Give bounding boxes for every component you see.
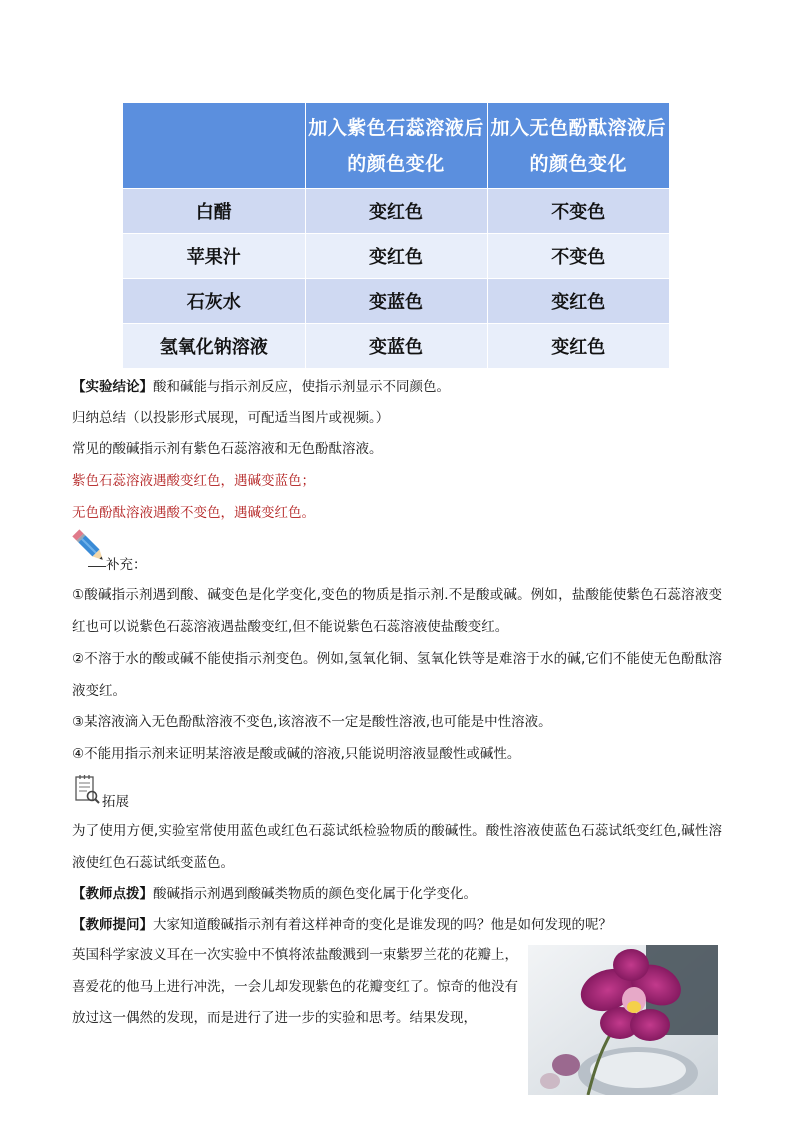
extension-label: 拓展 [102,794,129,810]
supplement-label: 补充： [106,557,147,573]
conclusion-text: 酸和碱能与指示剂反应，使指示剂显示不同颜色。 [153,379,450,395]
table-row [123,279,669,324]
teacher-point-text: 酸碱指示剂遇到酸碱类物质的颜色变化属于化学变化。 [153,886,477,902]
teacher-question [72,915,612,935]
table-cell: 变红色 [305,234,487,279]
table-cell: 变红色 [305,189,487,234]
table-header-row [123,103,669,189]
table-cell: 白醋 [123,189,305,234]
table-cell: 氢氧化钠溶液 [123,324,305,369]
teacher-question-text: 大家知道酸碱指示剂有着这样神奇的变化是谁发现的吗？他是如何发现的呢？ [153,917,612,933]
conclusion-tag: 【实验结论】 [72,379,153,395]
table-row [123,324,669,369]
supplement-rule [88,566,106,567]
supplement-item: ③某溶液滴入无色酚酞溶液不变色,该溶液不一定是酸性溶液,也可能是中性溶液。 [72,714,552,730]
phenolphthalein-rule: 无色酚酞溶液遇酸不变色，遇碱变红色。 [72,505,315,521]
table-row [123,189,669,234]
supplement-item: ②不溶于水的酸或碱不能使指示剂变色。例如,氢氧化铜、氢氧化铁等是难溶于水的碱,它们不能使无色酚酞溶液变红。 [72,651,722,699]
notepad-icon [74,774,100,804]
table-cell: 苹果汁 [123,234,305,279]
litmus-rule: 紫色石蕊溶液遇酸变红色，遇碱变蓝色； [72,473,315,489]
table-cell: 石灰水 [123,279,305,324]
indicator-table [123,103,669,368]
extension-text: 为了使用方便,实验室常使用蓝色或红色石蕊试纸检验物质的酸碱性。酸性溶液使蓝色石蕊试纸变红色,碱性溶液使红色石蕊试纸变蓝色。 [72,823,722,871]
supplement-item: ①酸碱指示剂遇到酸、碱变色是化学变化,变色的物质是指示剂.不是酸或碱。例如，盐酸能使紫色石蕊溶液变红也可以说紫色石蕊溶液遇盐酸变红,但不能说紫色石蕊溶液使盐酸变红。 [72,587,722,635]
teacher-question-tag: 【教师提问】 [72,917,153,933]
supplement-item: ④不能用指示剂来证明某溶液是酸或碱的溶液,只能说明溶液显酸性或碱性。 [72,746,521,762]
summary-line: 归纳总结（以投影形式展现，可配适当图片或视频。） [72,410,390,426]
table-cell: 不变色 [487,189,669,234]
table-header-cell: 加入紫色石蕊溶液后的颜色变化 [305,103,487,189]
table-header-cell: 加入无色酚酞溶液后的颜色变化 [487,103,669,189]
orchid-photo [528,945,718,1095]
pencil-icon [72,527,108,567]
table-cell: 变蓝色 [305,324,487,369]
table-cell: 变蓝色 [305,279,487,324]
table-header-cell [123,103,305,189]
teacher-point-tag: 【教师点拨】 [72,886,153,902]
experiment-conclusion [72,377,450,397]
common-indicators: 常见的酸碱指示剂有紫色石蕊溶液和无色酚酞溶液。 [72,441,383,457]
table-cell: 变红色 [487,324,669,369]
teacher-point [72,884,477,904]
table-row [123,234,669,279]
table-cell: 变红色 [487,279,669,324]
story-paragraph: 英国科学家波义耳在一次实验中不慎将浓盐酸溅到一束紫罗兰花的花瓣上，喜爱花的他马上进行冲洗，一会儿却发现紫色的花瓣变红了。惊奇的他没有放过这一偶然的发现，而是进行了进一步的实验和思考。结果发现， [72,947,518,1026]
table-cell: 不变色 [487,234,669,279]
